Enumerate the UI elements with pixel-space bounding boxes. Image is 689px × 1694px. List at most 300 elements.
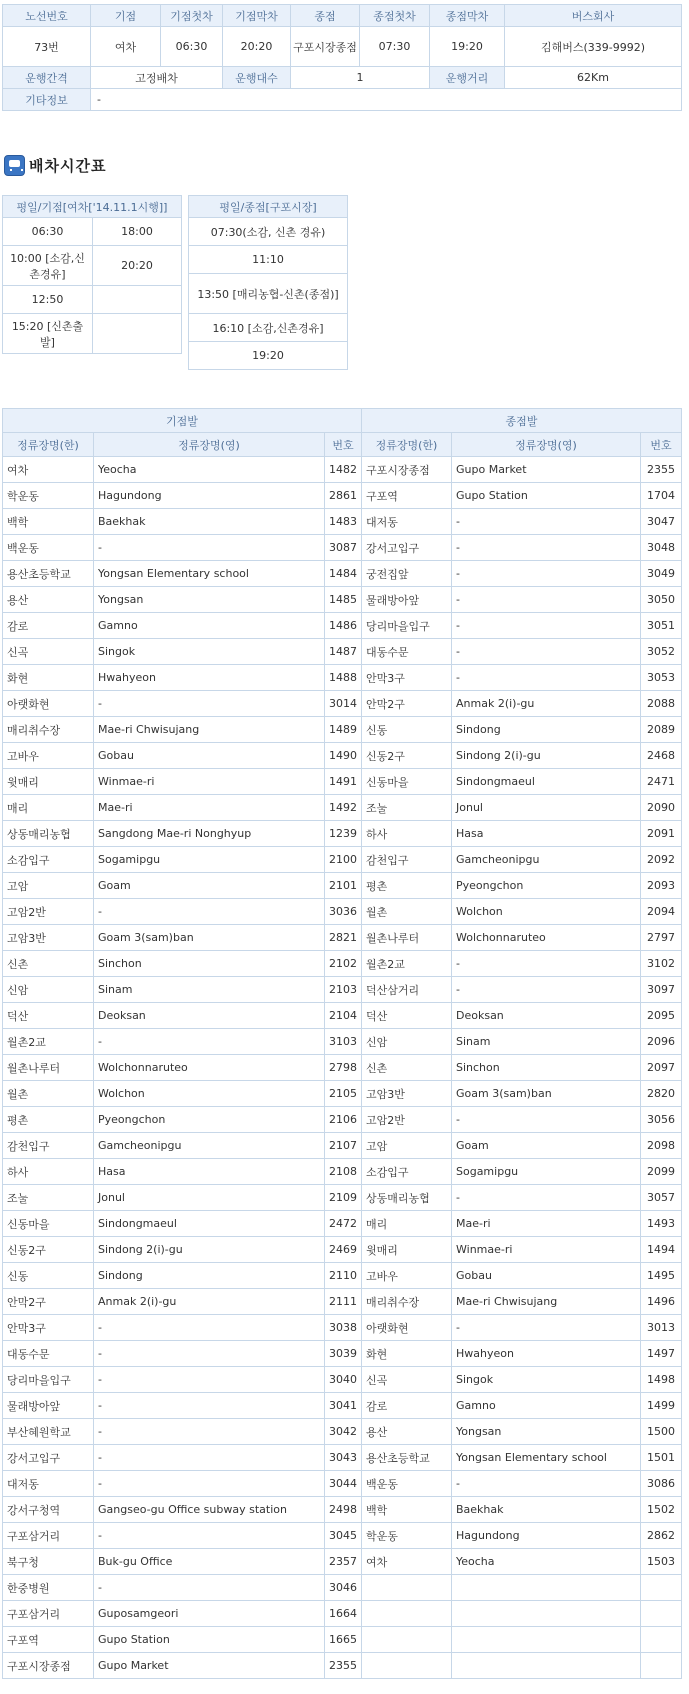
- stop-number: 3036: [325, 899, 362, 925]
- stop-name-ko: 고암: [3, 873, 94, 899]
- origin-group-header: 기점발: [3, 409, 362, 433]
- stop-name-en: Gupo Market: [94, 1653, 325, 1679]
- stop-name-en: Gamno: [94, 613, 325, 639]
- stop-number: 2469: [325, 1237, 362, 1263]
- stop-name-ko: 물래방아앞: [3, 1393, 94, 1419]
- stop-number: 3014: [325, 691, 362, 717]
- stop-number: 3013: [641, 1315, 682, 1341]
- stop-number: 1484: [325, 561, 362, 587]
- stop-name-ko: 감로: [3, 613, 94, 639]
- stop-name-ko: 대동수문: [362, 639, 452, 665]
- table-row: [3, 535, 682, 561]
- stop-number: 3086: [641, 1471, 682, 1497]
- stop-number: 2472: [325, 1211, 362, 1237]
- table-row: [3, 743, 682, 769]
- stop-number: 1496: [641, 1289, 682, 1315]
- stop-number: 3042: [325, 1419, 362, 1445]
- stop-name-en: -: [94, 1523, 325, 1549]
- stop-name-ko: 덕산: [362, 1003, 452, 1029]
- stop-name-ko: 감로: [362, 1393, 452, 1419]
- stop-name-en: -: [94, 1029, 325, 1055]
- stop-number: 2820: [641, 1081, 682, 1107]
- timetable-origin-cell: 12:50: [3, 286, 93, 314]
- stop-number: 2099: [641, 1159, 682, 1185]
- stop-number: 3045: [325, 1523, 362, 1549]
- stop-number: 3040: [325, 1367, 362, 1393]
- timetable-terminal: [188, 195, 348, 370]
- route-info-values-row: [3, 27, 682, 67]
- stop-name-en: Sindongmaeul: [94, 1211, 325, 1237]
- col-origin-number: 번호: [325, 433, 362, 457]
- timetable-terminal-header: 평일/종점[구포시장]: [189, 196, 348, 218]
- table-row: [3, 1549, 682, 1575]
- stop-name-en: Winmae-ri: [452, 1237, 641, 1263]
- stop-name-en: Baekhak: [452, 1497, 641, 1523]
- stop-number: 2355: [641, 457, 682, 483]
- stop-name-en: -: [452, 1471, 641, 1497]
- stop-name-en: Baekhak: [94, 509, 325, 535]
- stop-name-ko: 구포시장종점: [3, 1653, 94, 1679]
- stop-name-en: Winmae-ri: [94, 769, 325, 795]
- stops-body: [3, 457, 682, 1679]
- timetable-origin-cell: 15:20 [신촌출발]: [3, 314, 93, 354]
- stop-name-ko: 대저동: [3, 1471, 94, 1497]
- table-row: [3, 1055, 682, 1081]
- value-bus-company: 김해버스(339-9992): [505, 27, 682, 67]
- stop-number: 1493: [641, 1211, 682, 1237]
- bus-icon: [4, 155, 25, 176]
- stop-name-ko: 학운동: [362, 1523, 452, 1549]
- stop-name-ko: 신암: [362, 1029, 452, 1055]
- stop-name-en: Hwahyeon: [94, 665, 325, 691]
- stop-name-ko: 강서고입구: [3, 1445, 94, 1471]
- stop-name-ko: 여차: [3, 457, 94, 483]
- stop-number: 2100: [325, 847, 362, 873]
- timetable-terminal-cell: 16:10 [소감,신촌경유]: [189, 314, 348, 342]
- stop-name-ko: 신촌: [362, 1055, 452, 1081]
- stop-name-ko: 소감입구: [362, 1159, 452, 1185]
- stop-name-ko: 강서구청역: [3, 1497, 94, 1523]
- stop-name-ko: 대동수문: [3, 1341, 94, 1367]
- stop-name-en: -: [94, 1315, 325, 1341]
- stop-name-en: -: [452, 951, 641, 977]
- stop-number: 2091: [641, 821, 682, 847]
- stop-name-ko: 용산: [362, 1419, 452, 1445]
- table-row: [3, 717, 682, 743]
- timetable-origin-cell: 20:20: [93, 246, 182, 286]
- stop-number: 3052: [641, 639, 682, 665]
- stop-name-ko: 화현: [362, 1341, 452, 1367]
- stop-number: 2097: [641, 1055, 682, 1081]
- stop-name-ko: 안막3구: [362, 665, 452, 691]
- stop-number: 2094: [641, 899, 682, 925]
- header-route-number: 노선번호: [3, 5, 91, 27]
- table-row: [3, 951, 682, 977]
- stop-name-ko: 고암2반: [3, 899, 94, 925]
- table-row: [3, 1471, 682, 1497]
- stop-number: 3039: [325, 1341, 362, 1367]
- stop-name-en: -: [452, 613, 641, 639]
- stop-name-en: Gupo Station: [452, 483, 641, 509]
- stop-name-ko: 신동마을: [362, 769, 452, 795]
- table-row: [3, 613, 682, 639]
- table-row: [3, 1211, 682, 1237]
- stop-name-en: Gamcheonipgu: [452, 847, 641, 873]
- stop-name-ko: 아랫화현: [362, 1315, 452, 1341]
- stop-number: 2798: [325, 1055, 362, 1081]
- stop-number: 2498: [325, 1497, 362, 1523]
- stop-name-en: -: [94, 1367, 325, 1393]
- stop-name-en: [452, 1653, 641, 1679]
- value-terminal-last: 19:20: [430, 27, 505, 67]
- stop-name-en: Goam: [452, 1133, 641, 1159]
- stop-number: 2821: [325, 925, 362, 951]
- stop-name-en: Mae-ri Chwisujang: [94, 717, 325, 743]
- stop-name-ko: 신곡: [362, 1367, 452, 1393]
- stop-name-ko: 신촌: [3, 951, 94, 977]
- stop-number: 3097: [641, 977, 682, 1003]
- stop-number: 1239: [325, 821, 362, 847]
- stop-name-ko: 조눌: [3, 1185, 94, 1211]
- stop-number: 2089: [641, 717, 682, 743]
- stop-name-ko: 신암: [3, 977, 94, 1003]
- stop-number: [641, 1627, 682, 1653]
- stop-name-en: Sindong: [94, 1263, 325, 1289]
- stop-number: 1704: [641, 483, 682, 509]
- stop-number: 1485: [325, 587, 362, 613]
- stop-number: 2090: [641, 795, 682, 821]
- stop-number: 1482: [325, 457, 362, 483]
- col-terminal-name-en: 정류장명(영): [452, 433, 641, 457]
- stop-number: 3043: [325, 1445, 362, 1471]
- stop-number: 2468: [641, 743, 682, 769]
- stop-name-ko: 궁전집앞: [362, 561, 452, 587]
- stop-number: 1494: [641, 1237, 682, 1263]
- stop-name-en: -: [94, 1445, 325, 1471]
- stop-name-en: -: [94, 1393, 325, 1419]
- stop-name-en: Jonul: [452, 795, 641, 821]
- stop-number: 1487: [325, 639, 362, 665]
- stop-name-en: -: [94, 1471, 325, 1497]
- stop-number: 1492: [325, 795, 362, 821]
- stop-name-en: Sindongmaeul: [452, 769, 641, 795]
- stop-name-ko: 매리: [362, 1211, 452, 1237]
- stop-name-ko: 상동매리농협: [362, 1185, 452, 1211]
- interval-value: 고정배차: [91, 67, 223, 89]
- stop-number: 3038: [325, 1315, 362, 1341]
- stop-name-ko: 감천입구: [362, 847, 452, 873]
- stop-name-ko: 고암2반: [362, 1107, 452, 1133]
- stop-name-ko: 구포역: [3, 1627, 94, 1653]
- interval-label: 운행간격: [3, 67, 91, 89]
- stop-number: 2357: [325, 1549, 362, 1575]
- stop-name-ko: 용산초등학교: [3, 561, 94, 587]
- stop-name-ko: 백운동: [3, 535, 94, 561]
- value-origin: 여차: [91, 27, 161, 67]
- stop-name-en: -: [452, 665, 641, 691]
- stop-name-ko: 신동2구: [362, 743, 452, 769]
- stop-name-en: Sindong: [452, 717, 641, 743]
- stop-number: 2096: [641, 1029, 682, 1055]
- stop-name-ko: 화현: [3, 665, 94, 691]
- value-origin-last: 20:20: [223, 27, 291, 67]
- stop-name-en: -: [452, 1185, 641, 1211]
- stop-number: 1486: [325, 613, 362, 639]
- table-row: [3, 1601, 682, 1627]
- stop-number: 3047: [641, 509, 682, 535]
- table-row: [3, 899, 682, 925]
- stop-name-en: Goam: [94, 873, 325, 899]
- timetable-origin-header: 평일/기점[여차['14.11.1시행]]: [3, 196, 182, 218]
- stop-name-en: -: [452, 1107, 641, 1133]
- stop-number: 2104: [325, 1003, 362, 1029]
- stop-number: 1490: [325, 743, 362, 769]
- stop-name-ko: 구포시장종점: [362, 457, 452, 483]
- stop-name-ko: 신동마을: [3, 1211, 94, 1237]
- table-row: [3, 1263, 682, 1289]
- table-row: [3, 1393, 682, 1419]
- header-origin: 기점: [91, 5, 161, 27]
- timetable-terminal-cell: 19:20: [189, 342, 348, 370]
- stop-name-en: Anmak 2(i)-gu: [452, 691, 641, 717]
- stop-number: 2095: [641, 1003, 682, 1029]
- stop-name-en: -: [452, 639, 641, 665]
- stop-name-en: Yongsan: [94, 587, 325, 613]
- table-row: [3, 1419, 682, 1445]
- stop-name-en: [452, 1627, 641, 1653]
- value-terminal-first: 07:30: [360, 27, 430, 67]
- stop-number: [641, 1575, 682, 1601]
- stop-name-ko: 덕산삼거리: [362, 977, 452, 1003]
- stop-name-en: -: [452, 1315, 641, 1341]
- stop-name-ko: 고바우: [3, 743, 94, 769]
- table-row: [3, 795, 682, 821]
- stop-number: 1665: [325, 1627, 362, 1653]
- stop-name-en: Wolchonnaruteo: [452, 925, 641, 951]
- stop-name-en: Gupo Station: [94, 1627, 325, 1653]
- timetable-terminal-cell: 07:30(소감, 신촌 경유): [189, 218, 348, 246]
- stop-name-ko: 당리마을입구: [3, 1367, 94, 1393]
- stop-number: 3087: [325, 535, 362, 561]
- stop-name-en: Sogamipgu: [452, 1159, 641, 1185]
- table-row: [3, 1341, 682, 1367]
- count-value: 1: [291, 67, 430, 89]
- stop-number: 3044: [325, 1471, 362, 1497]
- stop-name-en: Buk-gu Office: [94, 1549, 325, 1575]
- stop-number: 2107: [325, 1133, 362, 1159]
- stop-name-en: Gobau: [94, 743, 325, 769]
- stop-number: 2862: [641, 1523, 682, 1549]
- header-origin-first: 기점첫차: [161, 5, 223, 27]
- table-row: [3, 1445, 682, 1471]
- stop-name-ko: 덕산: [3, 1003, 94, 1029]
- stop-name-ko: 당리마을입구: [362, 613, 452, 639]
- stop-name-en: Sinam: [452, 1029, 641, 1055]
- stop-number: 2110: [325, 1263, 362, 1289]
- stop-name-en: Yongsan Elementary school: [94, 561, 325, 587]
- stop-name-ko: 여차: [362, 1549, 452, 1575]
- table-row: [3, 1081, 682, 1107]
- col-origin-name-en: 정류장명(영): [94, 433, 325, 457]
- stop-name-ko: 백학: [3, 509, 94, 535]
- table-row: [3, 1497, 682, 1523]
- stop-number: 2861: [325, 483, 362, 509]
- stop-name-ko: 고암3반: [3, 925, 94, 951]
- value-origin-first: 06:30: [161, 27, 223, 67]
- stop-name-en: Yongsan: [452, 1419, 641, 1445]
- stop-name-ko: 윗매리: [3, 769, 94, 795]
- stop-name-en: -: [94, 1419, 325, 1445]
- stop-number: 1495: [641, 1263, 682, 1289]
- stop-name-ko: 신동: [362, 717, 452, 743]
- table-row: [3, 873, 682, 899]
- stop-name-ko: 신동2구: [3, 1237, 94, 1263]
- stop-name-ko: 물래방아앞: [362, 587, 452, 613]
- stop-name-ko: 월촌나루터: [3, 1055, 94, 1081]
- table-row: [3, 1627, 682, 1653]
- stop-number: 1502: [641, 1497, 682, 1523]
- table-row: [3, 509, 682, 535]
- stop-number: 1491: [325, 769, 362, 795]
- stop-number: 2108: [325, 1159, 362, 1185]
- header-origin-last: 기점막차: [223, 5, 291, 27]
- stop-name-en: Singok: [452, 1367, 641, 1393]
- stop-name-ko: 매리취수장: [3, 717, 94, 743]
- stop-name-ko: 백학: [362, 1497, 452, 1523]
- table-row: [3, 1185, 682, 1211]
- stop-name-en: Anmak 2(i)-gu: [94, 1289, 325, 1315]
- stop-name-en: -: [94, 535, 325, 561]
- stop-name-ko: 용산초등학교: [362, 1445, 452, 1471]
- stop-name-ko: 월촌: [3, 1081, 94, 1107]
- table-row: [3, 1159, 682, 1185]
- col-terminal-number: 번호: [641, 433, 682, 457]
- stop-name-en: Sangdong Mae-ri Nonghyup: [94, 821, 325, 847]
- stop-name-ko: 조눌: [362, 795, 452, 821]
- stop-name-en: Wolchonnaruteo: [94, 1055, 325, 1081]
- timetable-origin-cell: 18:00: [93, 218, 182, 246]
- stop-name-ko: 백운동: [362, 1471, 452, 1497]
- stop-number: 2093: [641, 873, 682, 899]
- stop-name-ko: 북구청: [3, 1549, 94, 1575]
- stop-name-en: Sinam: [94, 977, 325, 1003]
- stop-name-en: -: [94, 899, 325, 925]
- stop-name-en: Sogamipgu: [94, 847, 325, 873]
- stop-name-en: -: [452, 509, 641, 535]
- stop-name-ko: 신동: [3, 1263, 94, 1289]
- table-row: [3, 691, 682, 717]
- timetable-origin-cell: 10:00 [소감,신촌경유]: [3, 246, 93, 286]
- stop-number: 3102: [641, 951, 682, 977]
- stop-number: 3050: [641, 587, 682, 613]
- stop-number: [641, 1653, 682, 1679]
- stop-name-ko: [362, 1575, 452, 1601]
- stop-name-ko: [362, 1653, 452, 1679]
- stop-name-ko: 매리: [3, 795, 94, 821]
- table-row: [3, 1315, 682, 1341]
- stop-name-en: [452, 1575, 641, 1601]
- route-info-header-row: [3, 5, 682, 27]
- stop-name-en: Gamcheonipgu: [94, 1133, 325, 1159]
- header-terminal: 종점: [291, 5, 360, 27]
- table-row: [3, 1523, 682, 1549]
- table-row: [3, 977, 682, 1003]
- stop-name-en: -: [94, 1575, 325, 1601]
- stop-name-en: Gangseo-gu Office subway station: [94, 1497, 325, 1523]
- timetable-terminal-cell: 11:10: [189, 246, 348, 274]
- stop-name-en: Sinchon: [94, 951, 325, 977]
- stop-name-en: Wolchon: [452, 899, 641, 925]
- stop-name-en: -: [452, 535, 641, 561]
- table-row: [3, 665, 682, 691]
- stop-name-ko: 감천입구: [3, 1133, 94, 1159]
- table-row: [3, 1237, 682, 1263]
- stop-name-ko: 평촌: [3, 1107, 94, 1133]
- stop-name-en: Mae-ri: [94, 795, 325, 821]
- table-row: [3, 639, 682, 665]
- stop-number: 2103: [325, 977, 362, 1003]
- stop-name-ko: 하사: [3, 1159, 94, 1185]
- stop-name-ko: 월촌나루터: [362, 925, 452, 951]
- stop-number: 1499: [641, 1393, 682, 1419]
- stop-name-ko: 상동매리농협: [3, 821, 94, 847]
- table-row: [3, 587, 682, 613]
- stop-name-ko: 안막2구: [362, 691, 452, 717]
- stop-name-en: Wolchon: [94, 1081, 325, 1107]
- distance-label: 운행거리: [430, 67, 505, 89]
- route-info-table: [2, 4, 682, 111]
- stop-name-en: Hagundong: [94, 483, 325, 509]
- stop-name-ko: 구포삼거리: [3, 1601, 94, 1627]
- stop-name-en: Pyeongchon: [94, 1107, 325, 1133]
- stop-number: 2098: [641, 1133, 682, 1159]
- stop-number: 2109: [325, 1185, 362, 1211]
- stop-name-ko: 강서고입구: [362, 535, 452, 561]
- stop-name-en: Yeocha: [452, 1549, 641, 1575]
- table-row: [3, 483, 682, 509]
- stop-number: 2355: [325, 1653, 362, 1679]
- stop-name-ko: 부산혜원학교: [3, 1419, 94, 1445]
- stop-name-ko: [362, 1627, 452, 1653]
- stop-name-en: [452, 1601, 641, 1627]
- stop-number: 3056: [641, 1107, 682, 1133]
- stops-column-row: [3, 433, 682, 457]
- table-row: [3, 925, 682, 951]
- stop-number: 1501: [641, 1445, 682, 1471]
- stop-number: 2471: [641, 769, 682, 795]
- stop-name-en: Hagundong: [452, 1523, 641, 1549]
- stop-number: [641, 1601, 682, 1627]
- stops-table: [2, 408, 682, 1679]
- stop-name-en: Hwahyeon: [452, 1341, 641, 1367]
- stop-number: 2111: [325, 1289, 362, 1315]
- table-row: [3, 1367, 682, 1393]
- stop-name-en: Goam 3(sam)ban: [452, 1081, 641, 1107]
- stop-number: 2088: [641, 691, 682, 717]
- stop-name-ko: 월촌: [362, 899, 452, 925]
- stop-name-ko: 신곡: [3, 639, 94, 665]
- stop-name-en: Goam 3(sam)ban: [94, 925, 325, 951]
- table-row: [3, 561, 682, 587]
- stop-name-ko: 구포역: [362, 483, 452, 509]
- header-terminal-first: 종점첫차: [360, 5, 430, 27]
- stop-name-ko: 월촌2교: [362, 951, 452, 977]
- value-terminal: 구포시장종점: [291, 27, 360, 67]
- terminal-group-header: 종점발: [362, 409, 682, 433]
- stop-number: 1483: [325, 509, 362, 535]
- stop-name-en: Pyeongchon: [452, 873, 641, 899]
- table-row: [3, 1003, 682, 1029]
